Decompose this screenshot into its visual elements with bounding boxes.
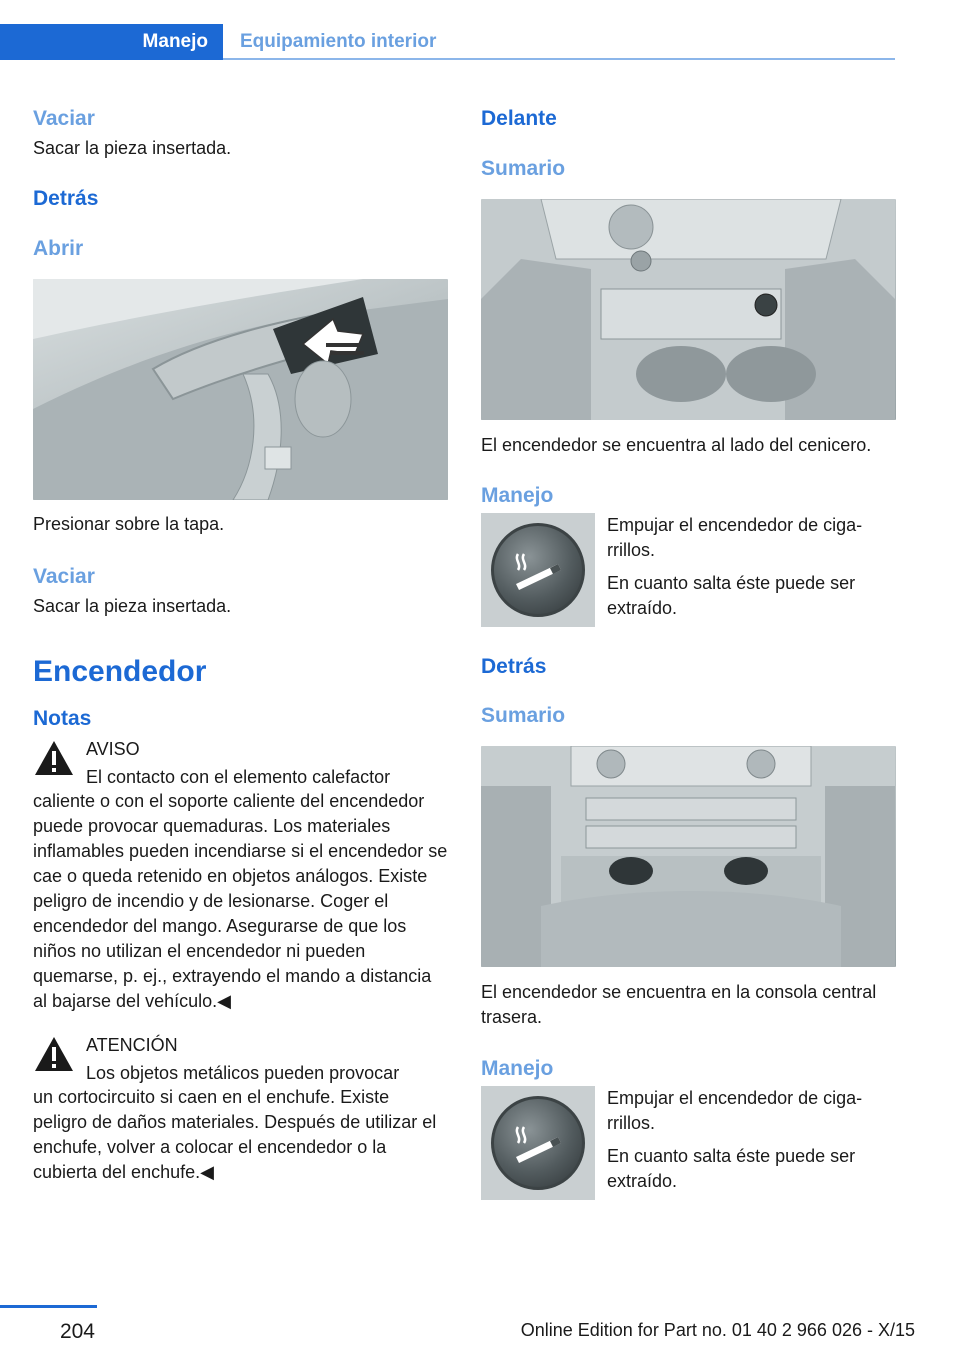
aviso-first-line: El contacto con el elemento calefactor xyxy=(86,767,391,787)
aviso-text: caliente o con el soporte caliente del encendedor puede provocar quemaduras. Los materiales inflamables pueden incendiarse si el encendedor se cae o queda retenido en objetos análogos. Existe peligro de incendio y de lesionarse. Coger el encendedor del mango. Asegurarse de que los niños no utilizan el encendedor ni pueden quemarse, p. ej., extrayendo el mando a distancia al bajarse del vehículo.◀ xyxy=(33,791,448,1011)
heading-manejo-2: Manejo xyxy=(481,1057,554,1080)
lighter-button-image xyxy=(481,513,595,627)
heading-notas: Notas xyxy=(33,707,92,730)
front-console-image xyxy=(481,199,896,420)
tab-manejo[interactable]: Manejo xyxy=(0,24,223,60)
atencion-label: ATENCIÓN xyxy=(86,1035,178,1055)
door-ashtray-image xyxy=(33,279,448,500)
heading-sumario-1: Sumario xyxy=(481,157,566,180)
right-column xyxy=(481,100,895,1200)
manejo-1-step-1: Empujar el encendedor de cigarrillos. xyxy=(607,515,863,560)
page-number: 204 xyxy=(59,1320,95,1343)
warning-triangle-icon xyxy=(33,739,75,777)
heading-abrir: Abrir xyxy=(33,237,84,260)
aviso-label: AVISO xyxy=(86,739,140,759)
manejo-2-step-2: En cuanto salta éste puede ser extraído. xyxy=(607,1146,856,1191)
atencion-text: un cortocircuito si caen en el enchufe. Existe peligro de daños materiales. Después de utilizar el enchufe, volver a colocar el encendedor o la cubierta del enchufe.◀ xyxy=(33,1087,437,1182)
manejo-1-block xyxy=(481,513,895,627)
manejo-2-step-1: Empujar el encendedor de cigarrillos. xyxy=(607,1088,863,1133)
warning-triangle-icon xyxy=(33,1035,75,1073)
rear-console-image xyxy=(481,746,896,967)
caption-abrir: Presionar sobre la tapa. xyxy=(33,514,225,534)
heading-delante: Delante xyxy=(481,107,557,130)
text-vaciar-2: Sacar la pieza insertada. xyxy=(33,596,232,616)
page-number-bar xyxy=(0,1305,97,1344)
heading-vaciar-2: Vaciar xyxy=(33,565,95,588)
heading-detras: Detrás xyxy=(33,187,99,210)
heading-vaciar: Vaciar xyxy=(33,107,95,130)
heading-detras-right: Detrás xyxy=(481,655,547,678)
cigarette-lighter-icon xyxy=(512,550,564,590)
cigarette-lighter-icon xyxy=(512,1123,564,1163)
header-tabs xyxy=(0,24,895,62)
edition-note: Online Edition for Part no. 01 40 2 966 026 - X/15 xyxy=(520,1320,915,1340)
text-vaciar: Sacar la pieza insertada. xyxy=(33,138,232,158)
lighter-button-image xyxy=(481,1086,595,1200)
heading-encendedor: Encendedor xyxy=(33,655,207,688)
tab-equipamiento-interior[interactable]: Equipamiento interior xyxy=(240,31,437,52)
caption-sumario-1: El encendedor se encuentra al lado del cenicero. xyxy=(481,435,872,455)
tab-underline xyxy=(223,58,895,60)
warning-aviso xyxy=(33,737,448,1014)
caption-sumario-2: El encendedor se encuentra en la consola central trasera. xyxy=(481,982,877,1027)
heading-sumario-2: Sumario xyxy=(481,704,566,727)
left-column xyxy=(33,100,448,1185)
warning-atencion xyxy=(33,1033,448,1185)
heading-manejo-1: Manejo xyxy=(481,484,554,507)
atencion-first-line: Los objetos metálicos pueden provocar xyxy=(86,1063,400,1083)
manejo-2-block xyxy=(481,1086,895,1200)
manejo-1-step-2: En cuanto salta éste puede ser extraído. xyxy=(607,573,856,618)
